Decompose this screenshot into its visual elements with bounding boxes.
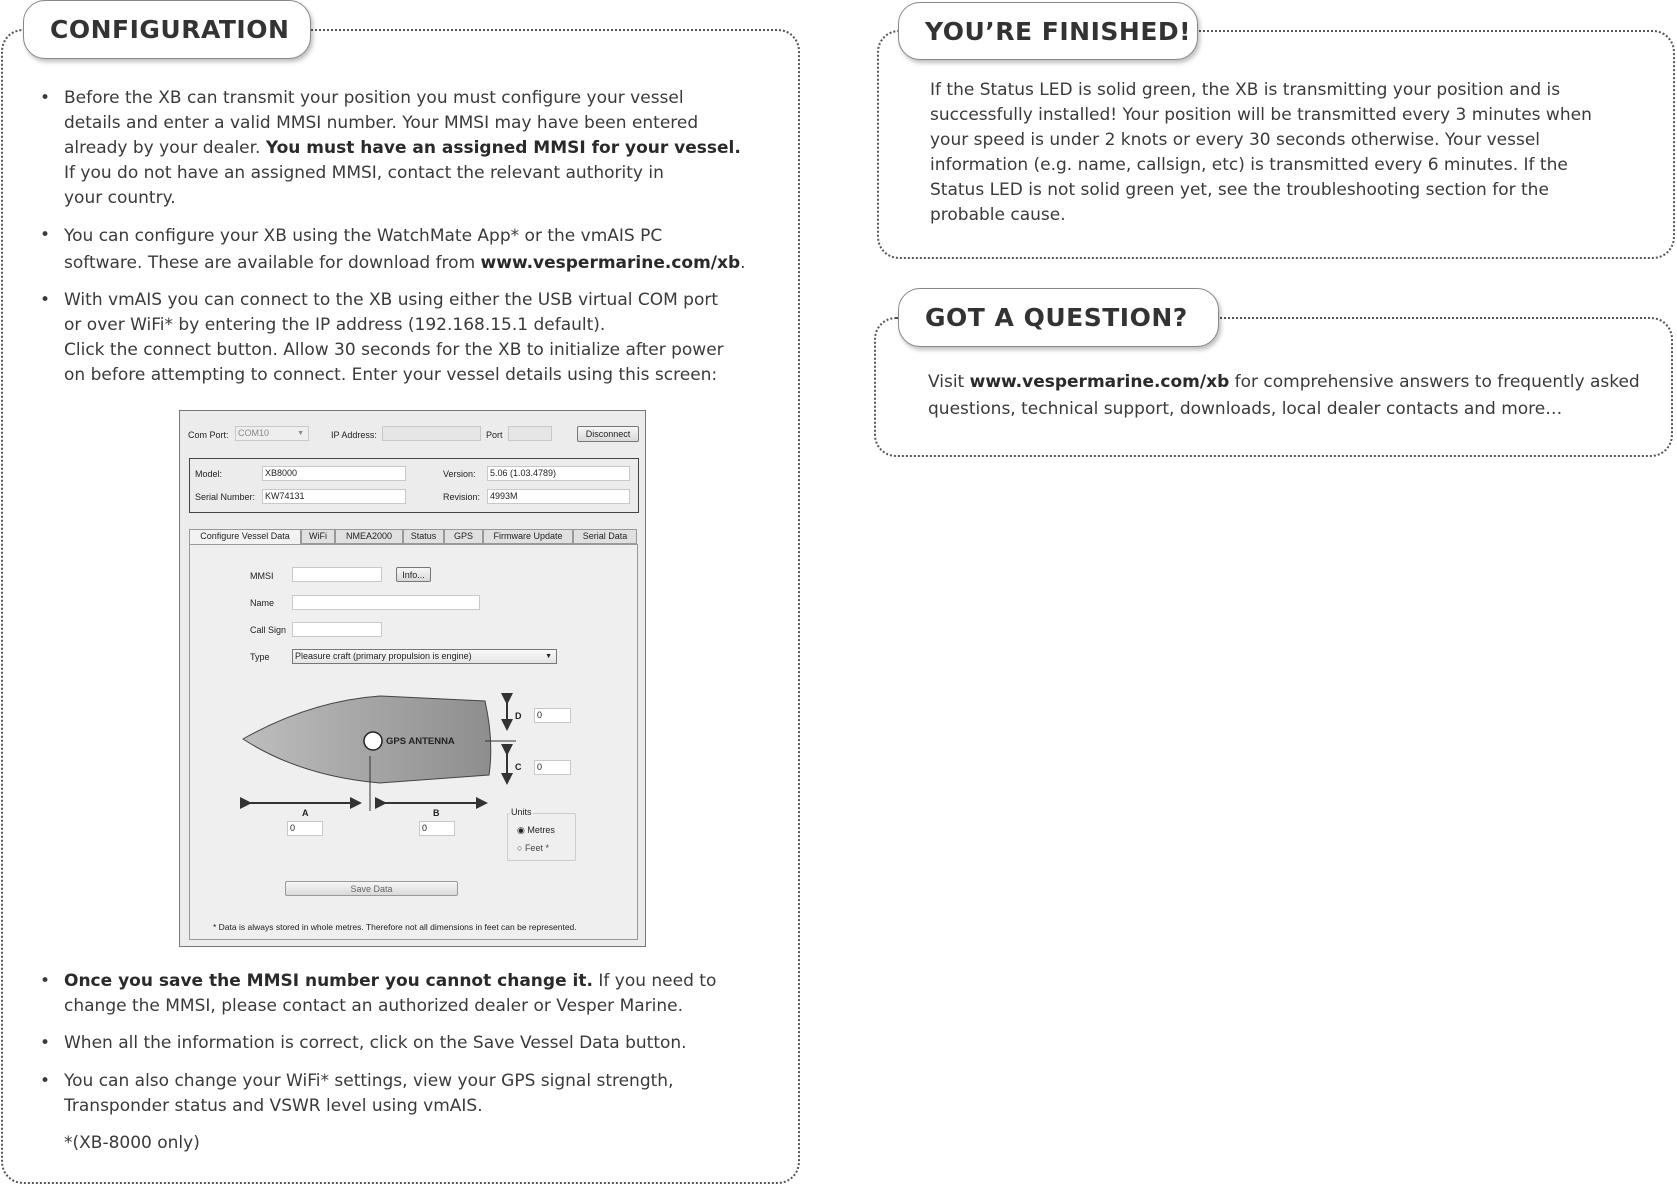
units-metres-radio[interactable]: ◉ Metres xyxy=(517,825,555,835)
bullet: • xyxy=(40,1071,51,1091)
text: change the MMSI, please contact an authorized dealer or Vesper Marine. xyxy=(64,996,684,1016)
chevron-down-icon: ▼ xyxy=(545,653,552,660)
bullet: • xyxy=(40,1033,51,1053)
bullet: • xyxy=(40,88,51,108)
text: your speed is under 2 knots or every 30 seconds otherwise. Your vessel xyxy=(930,130,1541,150)
text: for comprehensive answers to frequently asked xyxy=(1229,372,1640,392)
a-label: A xyxy=(302,808,309,818)
text: . xyxy=(740,253,746,273)
units-feet-radio[interactable]: ○ Feet * xyxy=(517,843,549,853)
bullet-connect xyxy=(64,288,724,388)
mmsi-locked-warning: Once you save the MMSI number you cannot change it. xyxy=(64,971,593,991)
type-label: Type xyxy=(250,652,270,662)
bullet-mmsi-locked xyxy=(64,969,716,1019)
bullet: • xyxy=(40,290,51,310)
ip-address-label: IP Address: xyxy=(331,430,377,440)
disconnect-button[interactable]: Disconnect xyxy=(577,426,639,442)
units-label: Units xyxy=(511,807,532,817)
b-input[interactable]: 0 xyxy=(419,821,455,836)
c-input[interactable]: 0 xyxy=(534,760,571,775)
mmsi-required-note: You must have an assigned MMSI for your vessel. xyxy=(265,138,741,158)
text: questions, technical support, downloads, local dealer contacts and more… xyxy=(928,399,1563,419)
support-link[interactable]: www.vespermarine.com/xb xyxy=(969,372,1230,392)
name-label: Name xyxy=(250,598,275,608)
finished-text xyxy=(930,78,1592,228)
com-port-value: COM10 xyxy=(238,428,270,438)
vessel-dimension-diagram xyxy=(180,411,647,948)
tab-nmea2000[interactable]: NMEA2000 xyxy=(335,529,403,544)
d-label: D xyxy=(515,711,522,721)
serial-field: KW74131 xyxy=(262,489,406,504)
mmsi-label: MMSI xyxy=(250,571,274,581)
bullet: • xyxy=(40,971,51,991)
text: information (e.g. name, callsign, etc) is transmitted every 6 minutes. If the xyxy=(930,155,1568,175)
version-field: 5.06 (1.03.4789) xyxy=(487,466,630,481)
save-data-button[interactable]: Save Data xyxy=(285,881,458,896)
d-input[interactable]: 0 xyxy=(534,708,571,723)
chevron-down-icon: ▼ xyxy=(297,430,304,437)
units-group xyxy=(507,813,576,861)
footnote: *(XB-8000 only) xyxy=(64,1133,200,1153)
text: With vmAIS you can connect to the XB using either the USB virtual COM port xyxy=(64,290,719,310)
revision-label: Revision: xyxy=(443,492,481,502)
text: already by your dealer. xyxy=(64,138,266,158)
bullet: • xyxy=(40,225,51,245)
tab-gps[interactable]: GPS xyxy=(444,529,483,544)
metres-label: Metres xyxy=(527,825,555,835)
question-text xyxy=(928,369,1640,423)
storage-note: * Data is always stored in whole metres. Therefore not all dimensions in feet can be represented. xyxy=(213,922,577,932)
info-button[interactable]: Info... xyxy=(396,567,431,582)
text: details and enter a valid MMSI number. Your MMSI may have been entered xyxy=(64,113,699,133)
question-heading: GOT A QUESTION? xyxy=(898,288,1219,347)
com-port-label: Com Port: xyxy=(188,430,229,440)
text: on before attempting to connect. Enter your vessel details using this screen: xyxy=(64,365,718,385)
configuration-heading: CONFIGURATION xyxy=(23,0,311,59)
version-label: Version: xyxy=(443,469,476,479)
b-label: B xyxy=(433,808,440,818)
vmais-screenshot xyxy=(179,410,646,947)
serial-label: Serial Number: xyxy=(195,492,256,502)
text: You can configure your XB using the WatchMate App* or the vmAIS PC xyxy=(64,226,663,246)
text: Visit xyxy=(928,372,970,392)
bullet-configure-vessel xyxy=(64,86,741,211)
download-link[interactable]: www.vespermarine.com/xb xyxy=(480,253,741,273)
tab-serial-data[interactable]: Serial Data xyxy=(573,529,637,544)
text: If you need to xyxy=(592,971,717,991)
bullet-wifi-settings xyxy=(64,1069,673,1119)
text: When all the information is correct, click on the Save Vessel Data button. xyxy=(64,1033,687,1053)
text: Transponder status and VSWR level using vmAIS. xyxy=(64,1096,483,1116)
feet-label: Feet * xyxy=(524,843,549,853)
gps-antenna-icon xyxy=(364,732,382,750)
text: Click the connect button. Allow 30 seconds for the XB to initialize after power xyxy=(64,340,724,360)
text: probable cause. xyxy=(930,205,1066,225)
gps-antenna-label: GPS ANTENNA xyxy=(386,736,455,747)
text: your country. xyxy=(64,188,176,208)
c-label: C xyxy=(515,762,522,772)
model-label: Model: xyxy=(195,469,223,479)
text: software. These are available for download from xyxy=(64,253,481,273)
tab-firmware-update[interactable]: Firmware Update xyxy=(483,529,573,544)
text: Before the XB can transmit your position you must configure your vessel xyxy=(64,88,684,108)
tab-configure-vessel-data[interactable]: Configure Vessel Data xyxy=(189,529,301,545)
finished-heading: YOU’RE FINISHED! xyxy=(898,2,1198,60)
bullet-save xyxy=(64,1031,687,1056)
port-label: Port xyxy=(486,430,503,440)
tab-wifi[interactable]: WiFi xyxy=(301,529,335,544)
text: Status LED is not solid green yet, see the troubleshooting section for the xyxy=(930,180,1549,200)
text: You can also change your WiFi* settings, view your GPS signal strength, xyxy=(64,1071,674,1091)
text: If the Status LED is solid green, the XB is transmitting your position and is xyxy=(930,80,1561,100)
revision-field: 4993M xyxy=(487,489,630,504)
tab-status[interactable]: Status xyxy=(403,529,444,544)
bullet-configure-tools xyxy=(64,223,746,277)
callsign-label: Call Sign xyxy=(250,625,287,635)
text: If you do not have an assigned MMSI, contact the relevant authority in xyxy=(64,163,664,183)
a-input[interactable]: 0 xyxy=(287,821,323,836)
model-field: XB8000 xyxy=(262,466,406,481)
vessel-type-value: Pleasure craft (primary propulsion is engine) xyxy=(295,651,472,661)
text: successfully installed! Your position will be transmitted every 3 minutes when xyxy=(930,105,1592,125)
text: or over WiFi* by entering the IP address (192.168.15.1 default). xyxy=(64,315,606,335)
